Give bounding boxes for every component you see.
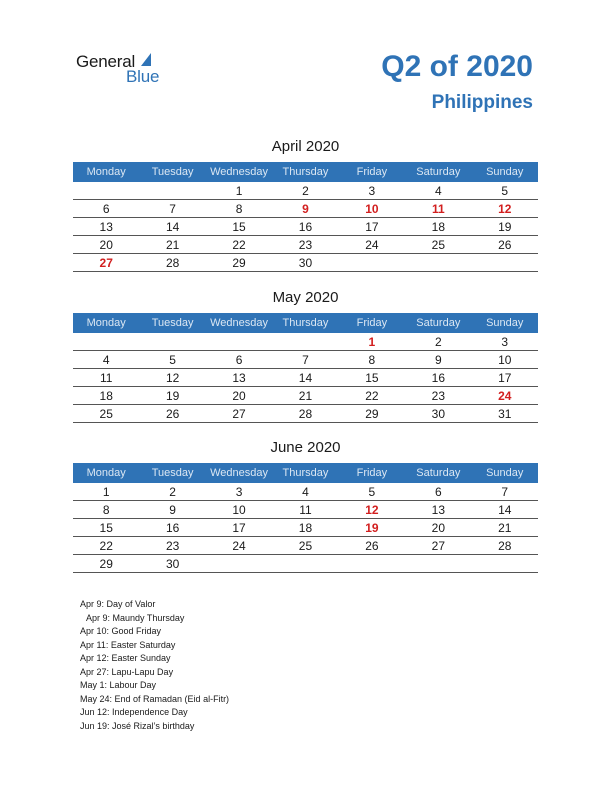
day-cell: 29 xyxy=(232,256,246,270)
day-cell: 23 xyxy=(431,389,445,403)
day-cell: 4 xyxy=(434,184,442,198)
holiday-item: Apr 10: Good Friday xyxy=(80,626,162,636)
weekday-label: Wednesday xyxy=(210,467,268,479)
day-cell: 16 xyxy=(431,371,445,385)
day-cell: 16 xyxy=(165,521,180,535)
holiday-item: Apr 12: Easter Sunday xyxy=(80,653,171,663)
day-cell: 5 xyxy=(501,184,509,198)
week-row xyxy=(73,236,538,254)
day-cell: 18 xyxy=(99,389,113,403)
month-title: May 2020 xyxy=(272,289,339,306)
country-name: Philippines xyxy=(431,92,533,113)
day-cell: 15 xyxy=(365,371,379,385)
day-cell xyxy=(472,555,538,572)
day-cell: 14 xyxy=(165,220,180,234)
day-cell: 30 xyxy=(298,256,313,270)
day-cell: 30 xyxy=(165,557,180,571)
day-cell: 11 xyxy=(299,503,312,517)
day-cell: 3 xyxy=(368,184,376,198)
day-cell: 8 xyxy=(235,202,243,216)
weekday-label: Thursday xyxy=(282,467,329,479)
day-cell: 1 xyxy=(368,335,376,349)
week-row xyxy=(73,351,538,369)
day-cell: 25 xyxy=(431,238,445,252)
day-cell: 12 xyxy=(365,503,379,517)
day-cell: 3 xyxy=(501,335,509,349)
week-row xyxy=(73,369,538,387)
day-cell: 25 xyxy=(99,407,113,421)
holiday-item: Jun 19: José Rizal’s birthday xyxy=(80,720,195,731)
holiday-item: Apr 11: Easter Saturday xyxy=(80,639,176,650)
holiday-item: May 1: Labour Day xyxy=(80,680,157,690)
day-cell: 1 xyxy=(102,485,110,499)
day-cell xyxy=(206,555,272,572)
month-calendar xyxy=(73,138,538,272)
day-cell: 22 xyxy=(99,539,113,553)
holiday-list xyxy=(80,598,229,733)
day-cell: 17 xyxy=(232,521,246,535)
logo-triangle-icon xyxy=(141,53,151,66)
week-row xyxy=(73,333,538,351)
week-row xyxy=(73,537,538,555)
day-cell xyxy=(339,555,405,572)
day-cell xyxy=(139,182,205,199)
day-cell: 3 xyxy=(235,485,243,499)
day-cell: 16 xyxy=(298,220,313,234)
day-cell xyxy=(472,254,538,271)
day-cell: 6 xyxy=(102,202,110,216)
holiday-item: Apr 9: Maundy Thursday xyxy=(86,612,185,623)
day-cell xyxy=(272,555,338,572)
weekday-label: Saturday xyxy=(416,467,461,479)
day-cell: 28 xyxy=(298,407,313,421)
weekday-label: Sunday xyxy=(486,166,524,178)
day-cell: 19 xyxy=(498,220,512,234)
day-cell: 4 xyxy=(102,353,110,367)
day-cell: 2 xyxy=(434,335,442,349)
day-cell: 14 xyxy=(498,503,512,517)
weekday-label: Friday xyxy=(356,317,388,329)
weekday-label: Saturday xyxy=(416,317,461,329)
day-cell: 18 xyxy=(431,220,445,234)
weekday-label: Saturday xyxy=(416,166,461,178)
weekday-label: Monday xyxy=(86,166,126,178)
week-row xyxy=(73,387,538,405)
week-row xyxy=(73,218,538,236)
month-calendar xyxy=(73,289,538,423)
weekday-label: Wednesday xyxy=(210,166,268,178)
day-cell: 15 xyxy=(232,220,246,234)
day-cell: 22 xyxy=(232,238,246,252)
day-cell: 17 xyxy=(498,371,512,385)
day-cell: 4 xyxy=(302,485,309,499)
day-cell: 27 xyxy=(232,407,246,421)
holiday-item: Apr 27: Lapu-Lapu Day xyxy=(80,666,174,677)
day-cell xyxy=(272,333,338,350)
generalblue-logo xyxy=(76,52,176,92)
day-cell: 17 xyxy=(365,220,379,234)
day-cell: 10 xyxy=(365,202,379,216)
day-cell: 8 xyxy=(102,503,110,517)
day-cell: 15 xyxy=(99,521,113,535)
holiday-item: May 24: End of Ramadan (Eid al-Fitr) xyxy=(80,693,230,704)
weekday-label: Thursday xyxy=(282,317,329,329)
week-row xyxy=(73,200,538,218)
week-row xyxy=(73,483,538,501)
day-cell: 13 xyxy=(99,220,113,234)
day-cell: 13 xyxy=(232,371,246,385)
weekday-label: Friday xyxy=(356,166,388,178)
day-cell: 21 xyxy=(165,238,180,252)
day-cell xyxy=(405,254,471,271)
day-cell: 21 xyxy=(498,521,512,535)
day-cell xyxy=(405,555,471,572)
logo-word-blue: Blue xyxy=(126,67,160,86)
day-cell: 25 xyxy=(298,539,313,553)
day-cell: 20 xyxy=(99,238,113,252)
day-cell: 2 xyxy=(302,184,309,198)
day-cell: 24 xyxy=(232,539,246,553)
month-title: June 2020 xyxy=(270,439,341,456)
day-cell: 19 xyxy=(365,521,379,535)
day-cell: 9 xyxy=(169,503,176,517)
month-calendar xyxy=(73,439,538,573)
day-cell: 27 xyxy=(99,256,113,270)
day-cell: 28 xyxy=(165,256,180,270)
weekday-label: Sunday xyxy=(486,317,524,329)
day-cell: 11 xyxy=(431,202,445,216)
week-row xyxy=(73,405,538,423)
holiday-item: Jun 12: Independence Day xyxy=(80,707,188,717)
day-cell: 1 xyxy=(235,184,243,198)
holiday-item: Apr 9: Day of Valor xyxy=(80,599,156,609)
day-cell: 10 xyxy=(232,503,246,517)
day-cell: 29 xyxy=(365,407,379,421)
month-title: April 2020 xyxy=(271,138,340,155)
day-cell: 7 xyxy=(501,485,509,499)
logo-word-general: General xyxy=(76,52,136,71)
weekday-label: Tuesday xyxy=(151,317,194,329)
day-cell: 8 xyxy=(368,353,376,367)
day-cell: 24 xyxy=(498,389,512,403)
day-cell: 12 xyxy=(165,371,180,385)
day-cell: 19 xyxy=(165,389,180,403)
week-row xyxy=(73,501,538,519)
weekday-label: Wednesday xyxy=(210,317,268,329)
day-cell: 7 xyxy=(302,353,309,367)
day-cell: 28 xyxy=(498,539,512,553)
day-cell: 26 xyxy=(498,238,512,252)
weekday-label: Thursday xyxy=(282,166,329,178)
day-cell xyxy=(206,333,272,350)
day-cell: 29 xyxy=(99,557,113,571)
weekday-label: Tuesday xyxy=(151,166,194,178)
week-row xyxy=(73,519,538,537)
day-cell: 23 xyxy=(165,539,180,553)
day-cell: 5 xyxy=(169,353,176,367)
weekday-label: Sunday xyxy=(486,467,524,479)
page-title: Q2 of 2020 xyxy=(381,50,533,83)
day-cell: 31 xyxy=(498,407,512,421)
day-cell: 7 xyxy=(169,202,176,216)
day-cell: 22 xyxy=(365,389,379,403)
day-cell: 21 xyxy=(298,389,313,403)
day-cell: 24 xyxy=(365,238,379,252)
day-cell: 9 xyxy=(302,202,309,216)
week-row xyxy=(73,254,538,272)
weekday-label: Tuesday xyxy=(151,467,194,479)
day-cell: 20 xyxy=(232,389,246,403)
day-cell: 23 xyxy=(298,238,313,252)
day-cell xyxy=(139,333,205,350)
day-cell: 30 xyxy=(431,407,445,421)
day-cell: 11 xyxy=(99,371,113,385)
weekday-label: Monday xyxy=(86,317,126,329)
day-cell xyxy=(339,254,405,271)
day-cell: 6 xyxy=(434,485,442,499)
day-cell xyxy=(73,333,139,350)
day-cell: 12 xyxy=(498,202,512,216)
day-cell: 18 xyxy=(298,521,313,535)
day-cell: 14 xyxy=(298,371,313,385)
day-cell xyxy=(73,182,139,199)
day-cell: 6 xyxy=(235,353,243,367)
week-row xyxy=(73,555,538,573)
week-row xyxy=(73,182,538,200)
day-cell: 20 xyxy=(431,521,445,535)
day-cell: 26 xyxy=(165,407,180,421)
weekday-label: Friday xyxy=(356,467,388,479)
day-cell: 5 xyxy=(368,485,376,499)
day-cell: 2 xyxy=(169,485,176,499)
weekday-header xyxy=(73,463,538,483)
day-cell: 10 xyxy=(498,353,512,367)
day-cell: 9 xyxy=(434,353,442,367)
weekday-header xyxy=(73,162,538,182)
day-cell: 26 xyxy=(365,539,379,553)
day-cell: 27 xyxy=(431,539,445,553)
weekday-header xyxy=(73,313,538,333)
day-cell: 13 xyxy=(431,503,445,517)
weekday-label: Monday xyxy=(86,467,126,479)
